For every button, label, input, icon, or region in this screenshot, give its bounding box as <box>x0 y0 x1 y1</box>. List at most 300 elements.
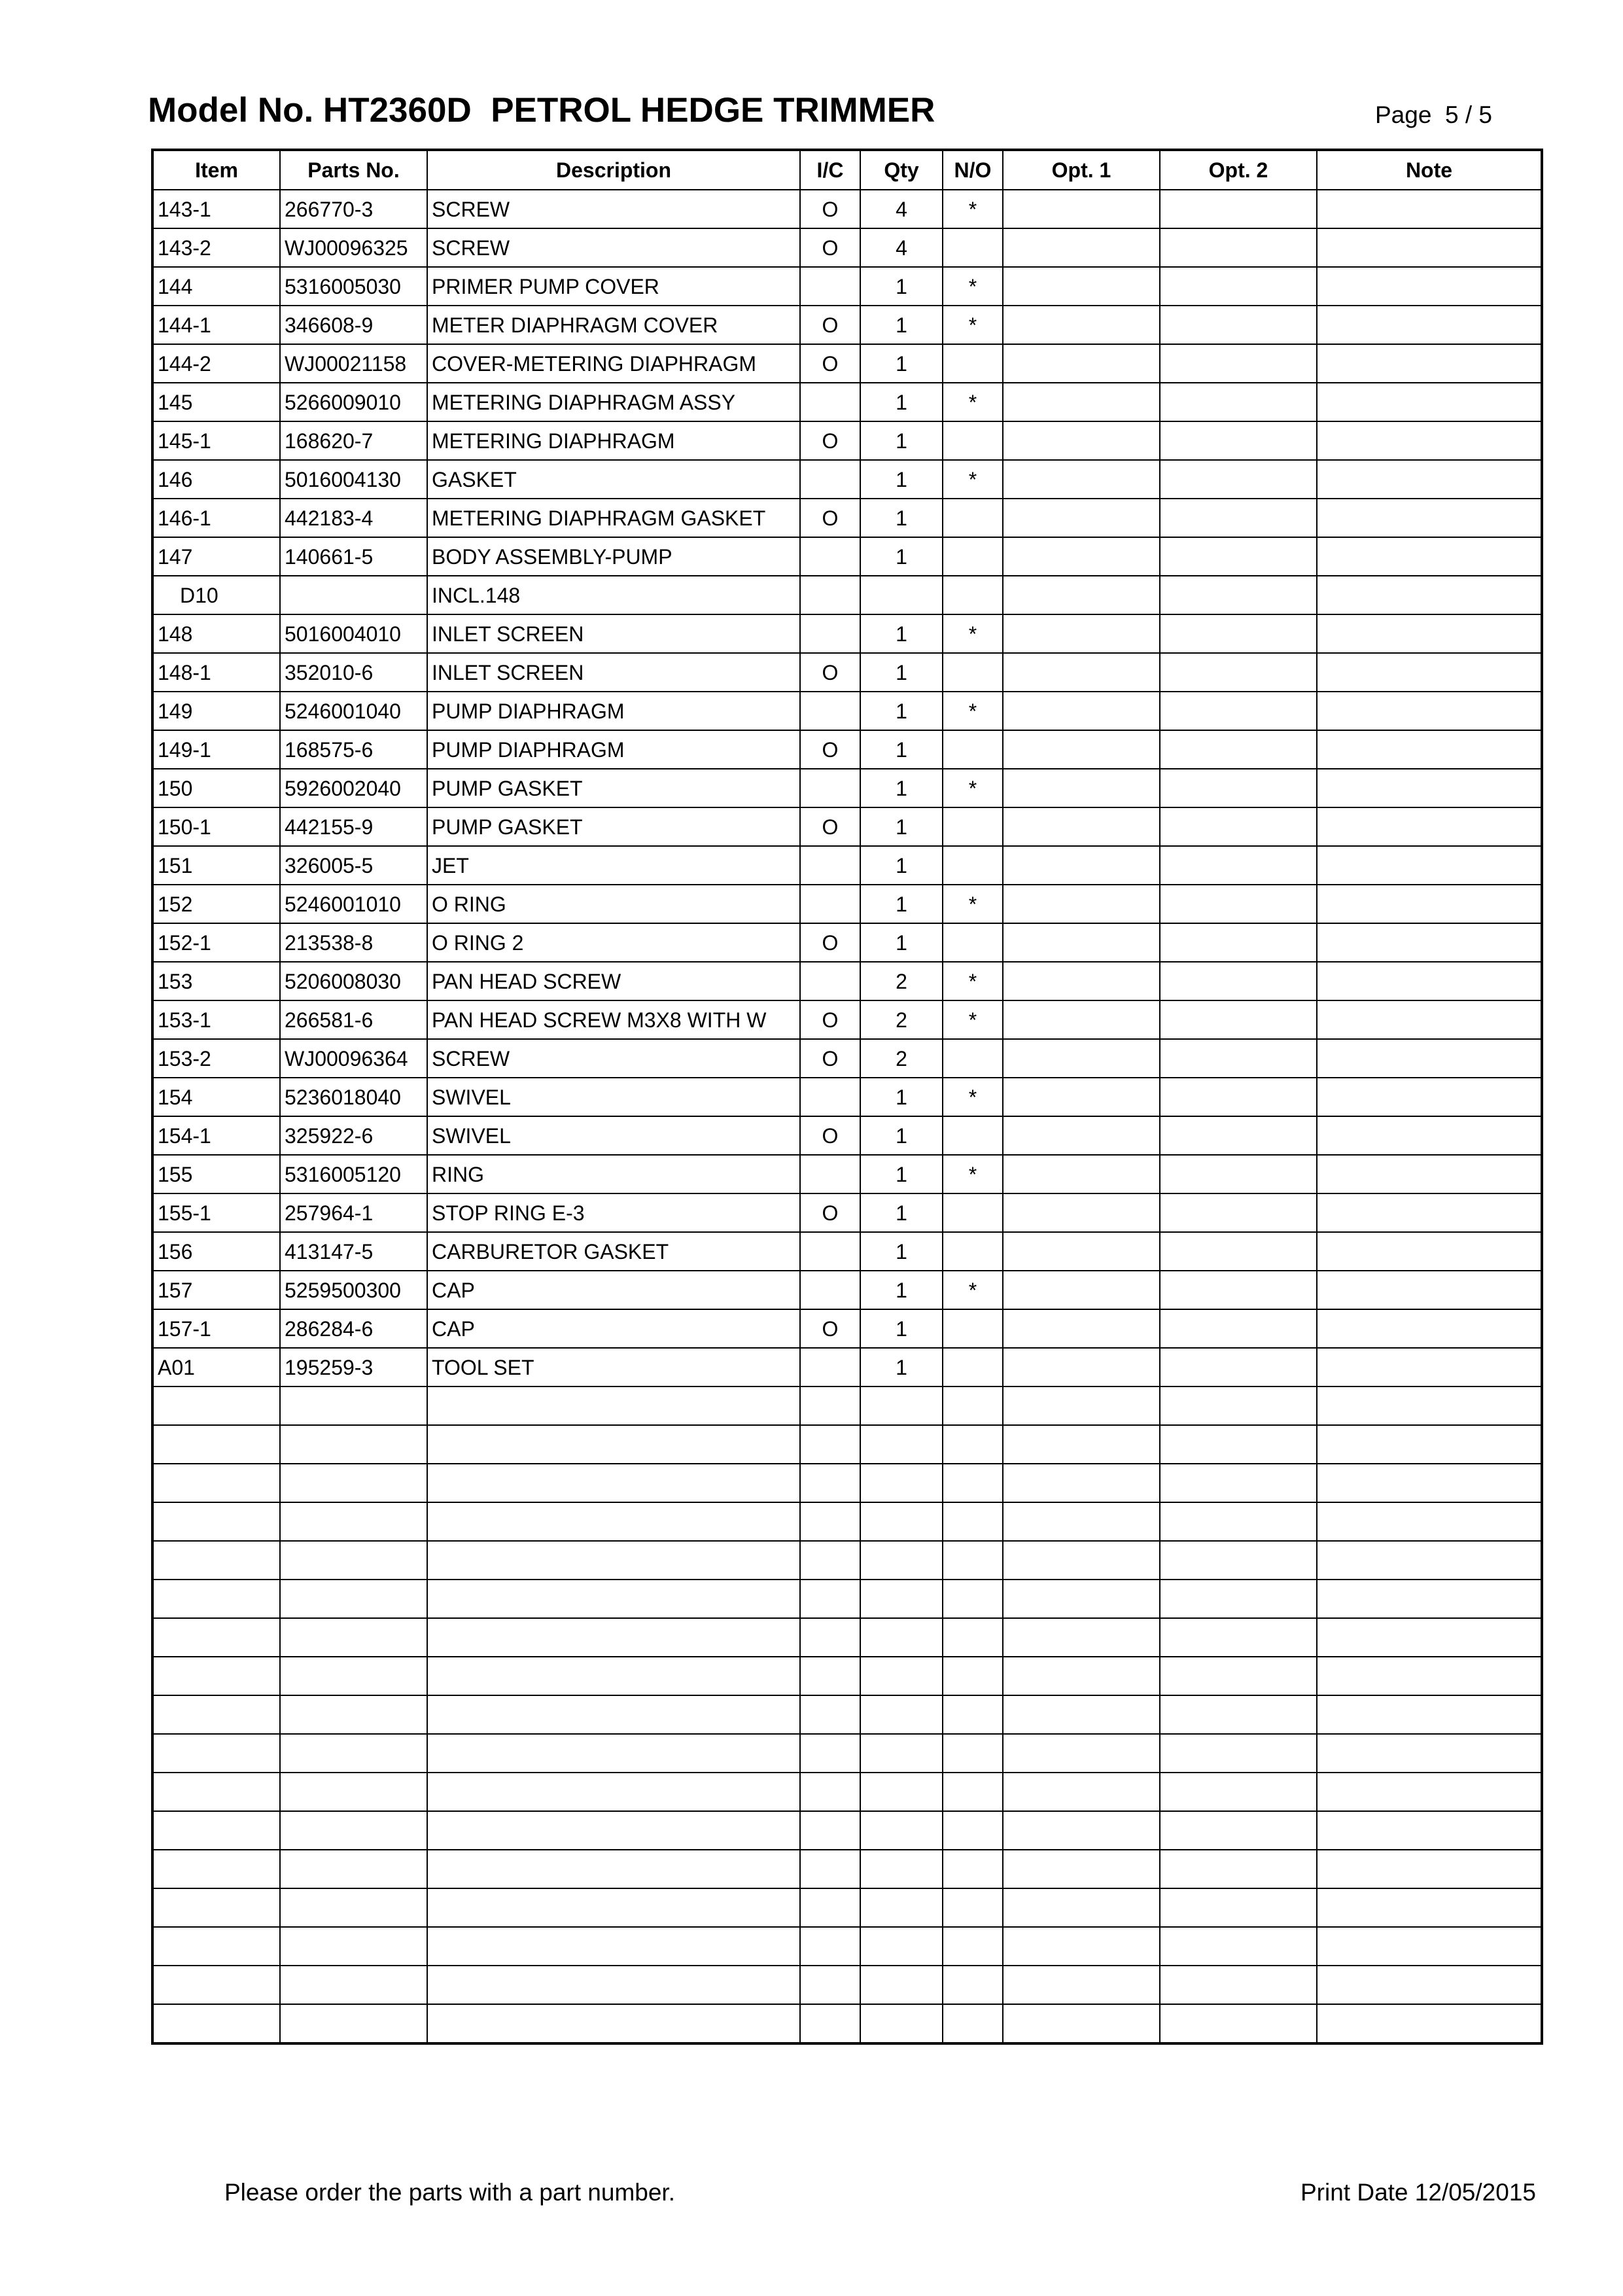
cell-part-no: 5206008030 <box>280 962 427 1000</box>
cell-description: SWIVEL <box>427 1116 800 1155</box>
cell-opt1 <box>1003 1464 1160 1502</box>
cell-no <box>943 499 1003 537</box>
cell-part-no: 5926002040 <box>280 769 427 807</box>
cell-item: 145-1 <box>152 421 280 460</box>
cell-opt1 <box>1003 846 1160 885</box>
empty-table-row <box>152 1734 1542 1773</box>
cell-opt1 <box>1003 1541 1160 1580</box>
column-header-item: Item <box>152 150 280 190</box>
cell-ic: O <box>800 344 860 383</box>
empty-table-row <box>152 1927 1542 1966</box>
cell-no <box>943 1580 1003 1618</box>
cell-item <box>152 2004 280 2043</box>
cell-ic <box>800 1348 860 1386</box>
cell-part-no: WJ00096325 <box>280 228 427 267</box>
cell-opt1 <box>1003 962 1160 1000</box>
cell-opt1 <box>1003 1348 1160 1386</box>
cell-opt2 <box>1160 1657 1317 1695</box>
empty-table-row <box>152 1541 1542 1580</box>
cell-qty <box>860 1425 943 1464</box>
cell-item: 153-2 <box>152 1039 280 1078</box>
table-row <box>152 1039 1542 1078</box>
cell-item: 153-1 <box>152 1000 280 1039</box>
cell-item: 153 <box>152 962 280 1000</box>
cell-ic <box>800 1657 860 1695</box>
cell-no <box>943 1966 1003 2004</box>
cell-qty <box>860 1580 943 1618</box>
empty-table-row <box>152 1888 1542 1927</box>
cell-description <box>427 1695 800 1734</box>
cell-no <box>943 344 1003 383</box>
cell-opt1 <box>1003 653 1160 692</box>
cell-item: 147 <box>152 537 280 576</box>
cell-part-no <box>280 1618 427 1657</box>
cell-part-no <box>280 1425 427 1464</box>
cell-opt2 <box>1160 267 1317 306</box>
cell-no <box>943 1773 1003 1811</box>
empty-table-row <box>152 1580 1542 1618</box>
cell-opt2 <box>1160 1811 1317 1850</box>
cell-opt2 <box>1160 421 1317 460</box>
column-header-note: Note <box>1317 150 1542 190</box>
cell-no: * <box>943 1271 1003 1309</box>
cell-no <box>943 1425 1003 1464</box>
cell-ic <box>800 846 860 885</box>
cell-opt2 <box>1160 2004 1317 2043</box>
cell-qty: 1 <box>860 460 943 499</box>
cell-ic <box>800 962 860 1000</box>
cell-note <box>1317 1541 1542 1580</box>
cell-note <box>1317 1773 1542 1811</box>
column-header-opt2: Opt. 2 <box>1160 150 1317 190</box>
cell-item <box>152 1425 280 1464</box>
cell-qty: 1 <box>860 1232 943 1271</box>
empty-table-row <box>152 1657 1542 1695</box>
table-row <box>152 499 1542 537</box>
cell-note <box>1317 1000 1542 1039</box>
cell-no <box>943 1811 1003 1850</box>
cell-opt2 <box>1160 1309 1317 1348</box>
cell-ic <box>800 1464 860 1502</box>
cell-part-no: WJ00096364 <box>280 1039 427 1078</box>
parts-table-body <box>152 190 1542 2043</box>
cell-description: CAP <box>427 1309 800 1348</box>
empty-table-row <box>152 1966 1542 2004</box>
cell-ic <box>800 1618 860 1657</box>
cell-qty <box>860 1657 943 1695</box>
cell-note <box>1317 1039 1542 1078</box>
cell-qty: 2 <box>860 1039 943 1078</box>
cell-qty: 1 <box>860 421 943 460</box>
cell-part-no <box>280 1927 427 1966</box>
cell-opt2 <box>1160 1348 1317 1386</box>
cell-description: SCREW <box>427 1039 800 1078</box>
table-row <box>152 383 1542 421</box>
cell-ic <box>800 1580 860 1618</box>
cell-opt2 <box>1160 1618 1317 1657</box>
cell-opt2 <box>1160 1580 1317 1618</box>
cell-note <box>1317 537 1542 576</box>
cell-description: PAN HEAD SCREW M3X8 WITH W <box>427 1000 800 1039</box>
cell-description: SCREW <box>427 190 800 228</box>
cell-part-no: 266581-6 <box>280 1000 427 1039</box>
table-row <box>152 653 1542 692</box>
cell-description <box>427 1502 800 1541</box>
cell-note <box>1317 1116 1542 1155</box>
cell-opt2 <box>1160 344 1317 383</box>
cell-no <box>943 1850 1003 1888</box>
cell-note <box>1317 306 1542 344</box>
cell-note <box>1317 1425 1542 1464</box>
cell-qty <box>860 1927 943 1966</box>
cell-item: 148 <box>152 614 280 653</box>
table-row <box>152 576 1542 614</box>
cell-opt1 <box>1003 1271 1160 1309</box>
empty-table-row <box>152 1618 1542 1657</box>
cell-no: * <box>943 1000 1003 1039</box>
cell-no <box>943 846 1003 885</box>
cell-description <box>427 1386 800 1425</box>
table-header-row <box>152 150 1542 190</box>
cell-opt1 <box>1003 1580 1160 1618</box>
cell-qty: 1 <box>860 267 943 306</box>
cell-note <box>1317 846 1542 885</box>
cell-no: * <box>943 614 1003 653</box>
cell-note <box>1317 769 1542 807</box>
cell-note <box>1317 228 1542 267</box>
cell-item <box>152 1580 280 1618</box>
cell-qty: 1 <box>860 383 943 421</box>
cell-item: 150-1 <box>152 807 280 846</box>
cell-note <box>1317 267 1542 306</box>
cell-description: PAN HEAD SCREW <box>427 962 800 1000</box>
cell-qty <box>860 1734 943 1773</box>
cell-part-no: 5016004130 <box>280 460 427 499</box>
cell-item: A01 <box>152 1348 280 1386</box>
cell-item: 146-1 <box>152 499 280 537</box>
cell-qty <box>860 1695 943 1734</box>
parts-table <box>151 149 1543 2045</box>
cell-description: INLET SCREEN <box>427 614 800 653</box>
column-header-opt1: Opt. 1 <box>1003 150 1160 190</box>
cell-description: METERING DIAPHRAGM <box>427 421 800 460</box>
cell-item <box>152 1811 280 1850</box>
cell-opt1 <box>1003 267 1160 306</box>
cell-qty <box>860 1464 943 1502</box>
cell-note <box>1317 1966 1542 2004</box>
cell-part-no: 325922-6 <box>280 1116 427 1155</box>
cell-opt1 <box>1003 537 1160 576</box>
column-header-ic: I/C <box>800 150 860 190</box>
cell-opt1 <box>1003 1425 1160 1464</box>
cell-no <box>943 1695 1003 1734</box>
table-row <box>152 1271 1542 1309</box>
cell-no <box>943 1734 1003 1773</box>
cell-qty: 1 <box>860 344 943 383</box>
cell-description <box>427 1888 800 1927</box>
cell-opt2 <box>1160 769 1317 807</box>
cell-note <box>1317 1078 1542 1116</box>
cell-qty: 1 <box>860 499 943 537</box>
cell-no <box>943 1116 1003 1155</box>
cell-part-no: 352010-6 <box>280 653 427 692</box>
cell-opt1 <box>1003 1773 1160 1811</box>
cell-part-no: 168620-7 <box>280 421 427 460</box>
cell-note <box>1317 1734 1542 1773</box>
cell-part-no: 257964-1 <box>280 1193 427 1232</box>
cell-opt1 <box>1003 1657 1160 1695</box>
cell-item: 152-1 <box>152 923 280 962</box>
cell-note <box>1317 885 1542 923</box>
cell-description: INCL.148 <box>427 576 800 614</box>
document-title: Model No. HT2360D PETROL HEDGE TRIMMER <box>148 91 935 130</box>
empty-table-row <box>152 1425 1542 1464</box>
cell-opt1 <box>1003 614 1160 653</box>
cell-note <box>1317 1580 1542 1618</box>
cell-qty: 1 <box>860 1309 943 1348</box>
cell-opt2 <box>1160 1271 1317 1309</box>
cell-opt2 <box>1160 846 1317 885</box>
cell-ic <box>800 576 860 614</box>
cell-note <box>1317 923 1542 962</box>
cell-ic <box>800 1927 860 1966</box>
cell-no: * <box>943 885 1003 923</box>
cell-description: PUMP DIAPHRAGM <box>427 730 800 769</box>
cell-opt1 <box>1003 1078 1160 1116</box>
cell-part-no: 5316005120 <box>280 1155 427 1193</box>
cell-note <box>1317 1888 1542 1927</box>
cell-opt2 <box>1160 1464 1317 1502</box>
cell-description: CAP <box>427 1271 800 1309</box>
cell-part-no: 140661-5 <box>280 537 427 576</box>
cell-description: RING <box>427 1155 800 1193</box>
cell-item <box>152 1773 280 1811</box>
cell-opt1 <box>1003 769 1160 807</box>
cell-opt2 <box>1160 1193 1317 1232</box>
cell-part-no <box>280 1464 427 1502</box>
cell-no <box>943 1502 1003 1541</box>
page-indicator <box>1375 103 1492 127</box>
cell-item: 156 <box>152 1232 280 1271</box>
column-header-description: Description <box>427 150 800 190</box>
column-header-parts-no: Parts No. <box>280 150 427 190</box>
cell-opt2 <box>1160 1734 1317 1773</box>
cell-note <box>1317 1695 1542 1734</box>
cell-note <box>1317 1657 1542 1695</box>
cell-ic: O <box>800 730 860 769</box>
cell-part-no <box>280 576 427 614</box>
cell-ic: O <box>800 1000 860 1039</box>
cell-opt1 <box>1003 1232 1160 1271</box>
cell-opt2 <box>1160 1541 1317 1580</box>
column-header-no: N/O <box>943 150 1003 190</box>
cell-note <box>1317 383 1542 421</box>
cell-qty <box>860 576 943 614</box>
cell-qty: 1 <box>860 807 943 846</box>
cell-qty: 1 <box>860 614 943 653</box>
cell-opt2 <box>1160 383 1317 421</box>
cell-opt2 <box>1160 614 1317 653</box>
cell-part-no: WJ00021158 <box>280 344 427 383</box>
table-row <box>152 228 1542 267</box>
cell-no: * <box>943 962 1003 1000</box>
cell-opt2 <box>1160 1386 1317 1425</box>
cell-opt2 <box>1160 1155 1317 1193</box>
cell-part-no <box>280 1966 427 2004</box>
cell-opt2 <box>1160 962 1317 1000</box>
cell-note <box>1317 962 1542 1000</box>
cell-qty <box>860 1502 943 1541</box>
cell-ic: O <box>800 190 860 228</box>
cell-qty <box>860 1811 943 1850</box>
cell-description <box>427 1850 800 1888</box>
cell-item <box>152 1541 280 1580</box>
table-row <box>152 267 1542 306</box>
cell-note <box>1317 1155 1542 1193</box>
cell-description: METER DIAPHRAGM COVER <box>427 306 800 344</box>
cell-no <box>943 421 1003 460</box>
cell-part-no: 5246001040 <box>280 692 427 730</box>
cell-opt1 <box>1003 460 1160 499</box>
cell-item: 146 <box>152 460 280 499</box>
cell-part-no <box>280 1580 427 1618</box>
cell-part-no: 168575-6 <box>280 730 427 769</box>
cell-no <box>943 1927 1003 1966</box>
cell-no <box>943 1348 1003 1386</box>
cell-opt1 <box>1003 2004 1160 2043</box>
cell-opt1 <box>1003 1695 1160 1734</box>
cell-description <box>427 1927 800 1966</box>
cell-qty <box>860 1541 943 1580</box>
empty-table-row <box>152 1773 1542 1811</box>
cell-no: * <box>943 306 1003 344</box>
cell-opt1 <box>1003 383 1160 421</box>
cell-part-no <box>280 1657 427 1695</box>
table-row <box>152 460 1542 499</box>
cell-opt2 <box>1160 807 1317 846</box>
cell-description: PUMP GASKET <box>427 807 800 846</box>
cell-qty: 2 <box>860 1000 943 1039</box>
cell-opt2 <box>1160 1773 1317 1811</box>
empty-table-row <box>152 1811 1542 1850</box>
cell-item: 155 <box>152 1155 280 1193</box>
table-row <box>152 885 1542 923</box>
cell-opt2 <box>1160 499 1317 537</box>
cell-qty: 1 <box>860 1271 943 1309</box>
cell-no <box>943 228 1003 267</box>
table-row <box>152 344 1542 383</box>
cell-opt1 <box>1003 1618 1160 1657</box>
cell-qty: 4 <box>860 228 943 267</box>
cell-description <box>427 1618 800 1657</box>
cell-description: INLET SCREEN <box>427 653 800 692</box>
cell-item: 144-1 <box>152 306 280 344</box>
cell-opt2 <box>1160 1039 1317 1078</box>
table-row <box>152 769 1542 807</box>
cell-qty: 1 <box>860 1193 943 1232</box>
cell-qty: 1 <box>860 1116 943 1155</box>
cell-qty <box>860 1966 943 2004</box>
cell-opt2 <box>1160 1888 1317 1927</box>
empty-table-row <box>152 1464 1542 1502</box>
cell-item <box>152 1850 280 1888</box>
cell-part-no: 5246001010 <box>280 885 427 923</box>
cell-qty <box>860 1888 943 1927</box>
cell-opt1 <box>1003 1966 1160 2004</box>
cell-ic <box>800 885 860 923</box>
cell-item <box>152 1618 280 1657</box>
table-row <box>152 730 1542 769</box>
table-row <box>152 1155 1542 1193</box>
cell-opt1 <box>1003 1850 1160 1888</box>
cell-description <box>427 1580 800 1618</box>
cell-description <box>427 1541 800 1580</box>
table-row <box>152 1193 1542 1232</box>
cell-note <box>1317 1193 1542 1232</box>
cell-ic <box>800 692 860 730</box>
cell-item <box>152 1966 280 2004</box>
cell-ic <box>800 1811 860 1850</box>
cell-qty: 1 <box>860 1155 943 1193</box>
cell-no: * <box>943 460 1003 499</box>
cell-ic <box>800 383 860 421</box>
cell-part-no: 286284-6 <box>280 1309 427 1348</box>
cell-item <box>152 1502 280 1541</box>
cell-note <box>1317 692 1542 730</box>
cell-ic <box>800 614 860 653</box>
cell-opt2 <box>1160 1850 1317 1888</box>
cell-ic <box>800 1966 860 2004</box>
cell-qty <box>860 1850 943 1888</box>
cell-opt2 <box>1160 1000 1317 1039</box>
cell-qty: 1 <box>860 692 943 730</box>
cell-opt1 <box>1003 923 1160 962</box>
table-row <box>152 1348 1542 1386</box>
cell-note <box>1317 1348 1542 1386</box>
cell-item: 143-2 <box>152 228 280 267</box>
cell-qty <box>860 1773 943 1811</box>
cell-item: 149 <box>152 692 280 730</box>
cell-ic <box>800 1271 860 1309</box>
cell-part-no: 5259500300 <box>280 1271 427 1309</box>
cell-note <box>1317 653 1542 692</box>
cell-note <box>1317 1502 1542 1541</box>
cell-part-no: 195259-3 <box>280 1348 427 1386</box>
cell-item <box>152 1888 280 1927</box>
cell-no <box>943 1541 1003 1580</box>
cell-no <box>943 1386 1003 1425</box>
cell-opt1 <box>1003 306 1160 344</box>
cell-description <box>427 1966 800 2004</box>
cell-ic: O <box>800 421 860 460</box>
cell-no <box>943 2004 1003 2043</box>
cell-note <box>1317 576 1542 614</box>
cell-qty: 1 <box>860 730 943 769</box>
cell-note <box>1317 1386 1542 1425</box>
cell-part-no <box>280 1811 427 1850</box>
empty-table-row <box>152 1502 1542 1541</box>
table-row <box>152 1000 1542 1039</box>
cell-item: 148-1 <box>152 653 280 692</box>
cell-no: * <box>943 1155 1003 1193</box>
cell-note <box>1317 1618 1542 1657</box>
cell-note <box>1317 1850 1542 1888</box>
cell-item: 143-1 <box>152 190 280 228</box>
cell-item: 154 <box>152 1078 280 1116</box>
cell-opt2 <box>1160 190 1317 228</box>
cell-opt1 <box>1003 576 1160 614</box>
cell-note <box>1317 190 1542 228</box>
